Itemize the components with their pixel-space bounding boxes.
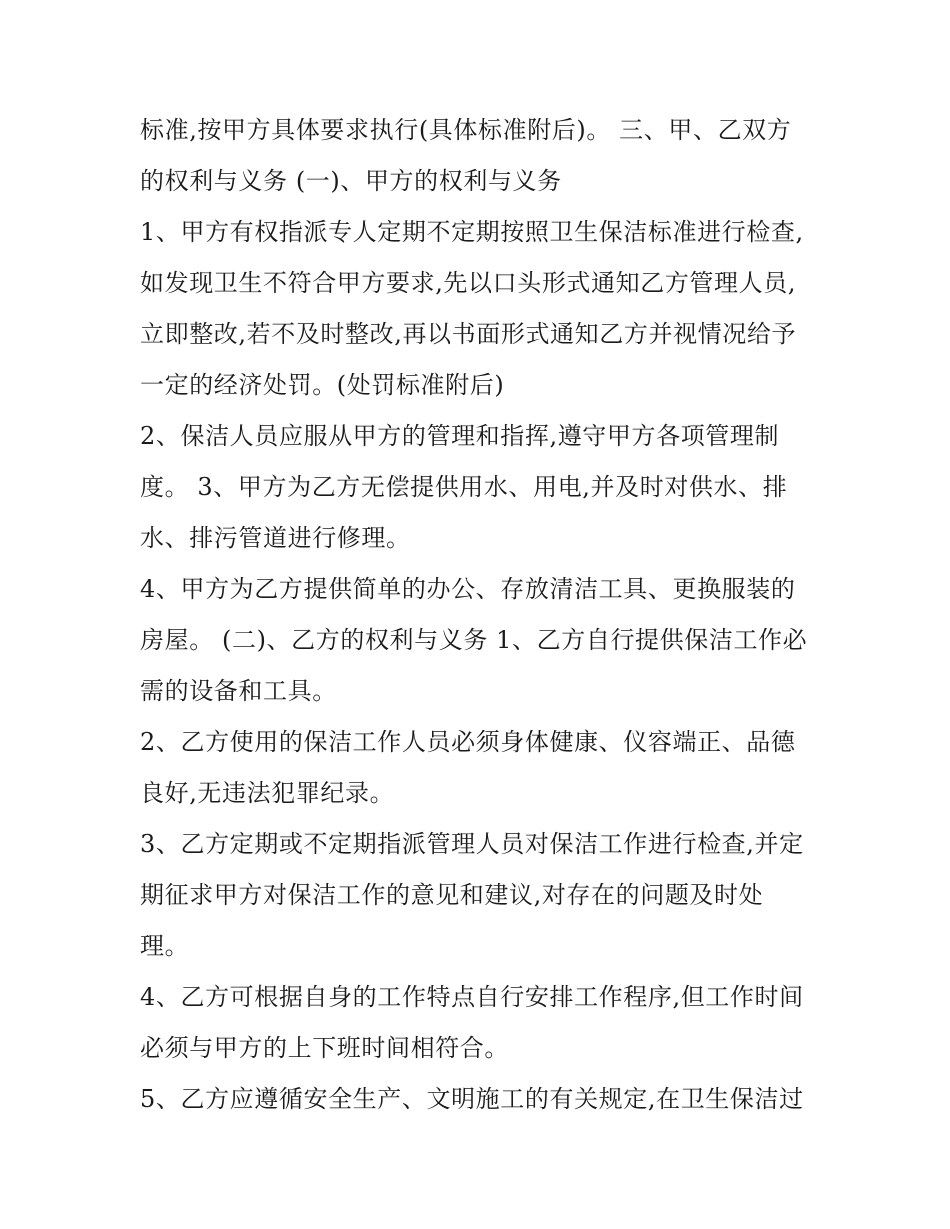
text-line: 4、乙方可根据自身的工作特点自行安排工作程序,但工作时间 bbox=[140, 983, 804, 1011]
paragraph bbox=[140, 972, 805, 1074]
paragraph bbox=[140, 105, 805, 207]
paragraph bbox=[140, 717, 805, 819]
text-line: 期征求甲方对保洁工作的意见和建议,对存在的问题及时处 bbox=[140, 881, 764, 909]
text-line: 水、排污管道进行修理。 bbox=[140, 524, 411, 552]
text-line: 如发现卫生不符合甲方要求,先以口头形式通知乙方管理人员, bbox=[140, 269, 797, 297]
text-line: 2、保洁人员应服从甲方的管理和指挥,遵守甲方各项管理制 bbox=[140, 422, 780, 450]
text-line: 3、乙方定期或不定期指派管理人员对保洁工作进行检查,并定 bbox=[140, 830, 804, 858]
text-line: 需的设备和工具。 bbox=[140, 677, 337, 705]
text-line: 理。 bbox=[140, 932, 190, 960]
text-line: 的权利与义务 (一)、甲方的权利与义务 bbox=[140, 167, 562, 195]
paragraph bbox=[140, 411, 805, 564]
text-line: 房屋。 (二)、乙方的权利与义务 1、乙方自行提供保洁工作必 bbox=[140, 626, 808, 654]
paragraph bbox=[140, 564, 808, 717]
paragraph bbox=[140, 819, 805, 972]
text-line: 立即整改,若不及时整改,再以书面形式通知乙方并视情况给予 bbox=[140, 320, 797, 348]
text-line: 良好,无违法犯罪纪录。 bbox=[140, 779, 395, 807]
text-line: 标准,按甲方具体要求执行(具体标准附后)。 三、甲、乙双方 bbox=[140, 116, 792, 144]
paragraph bbox=[140, 1074, 805, 1125]
text-line: 一定的经济处罚。(处罚标准附后) bbox=[140, 371, 505, 399]
text-line: 2、乙方使用的保洁工作人员必须身体健康、仪容端正、品德 bbox=[140, 728, 796, 756]
text-line: 1、甲方有权指派专人定期不定期按照卫生保洁标准进行检查, bbox=[140, 218, 804, 246]
text-line: 5、乙方应遵循安全生产、文明施工的有关规定,在卫生保洁过 bbox=[140, 1085, 804, 1113]
paragraph bbox=[140, 207, 805, 411]
text-line: 度。 3、甲方为乙方无偿提供用水、用电,并及时对供水、排 bbox=[140, 473, 788, 501]
text-line: 必须与甲方的上下班时间相符合。 bbox=[140, 1034, 509, 1062]
document-body bbox=[140, 105, 808, 1125]
text-line: 4、甲方为乙方提供简单的办公、存放清洁工具、更换服装的 bbox=[140, 575, 796, 603]
